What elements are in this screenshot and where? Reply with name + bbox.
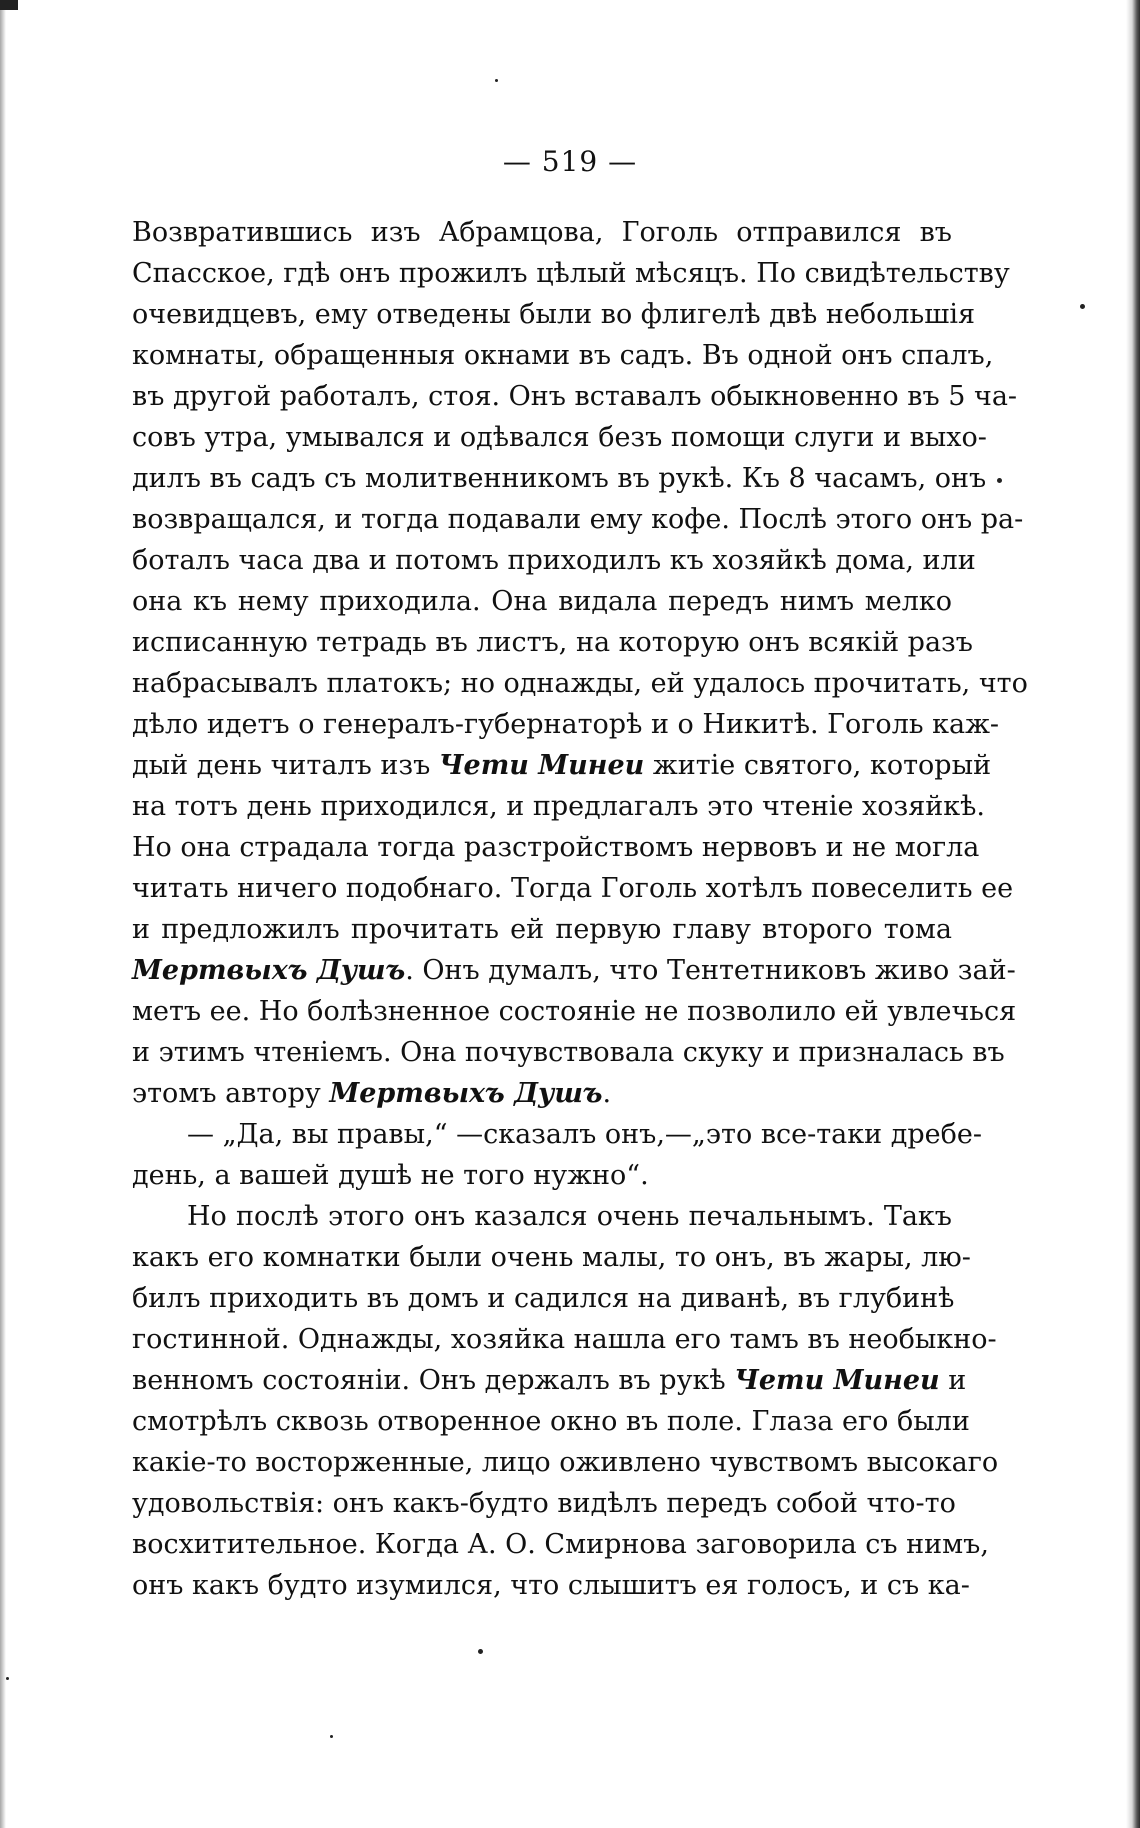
text-segment: удовольствія: онъ какъ-будто видѣлъ передъ собой что-то [132,1488,956,1519]
text-segment: Но она страдала тогда разстройствомъ нервовъ и не могла [132,832,980,863]
text-segment: билъ приходить въ домъ и садился на диванѣ, въ глубинѣ [132,1283,955,1314]
text-segment: набрасывалъ платокъ; но однажды, ей удалось прочитать, что [132,668,1028,699]
text-segment: Спасское, гдѣ онъ прожилъ цѣлый мѣсяцъ. По свидѣтельству [132,258,1010,289]
text-line [132,499,1024,540]
text-line [132,1155,952,1196]
text-line [132,950,1016,991]
text-segment: житіе святого, который [644,750,992,781]
text-line [132,1032,1005,1073]
text-segment: какъ его комнатки были очень малы, то онъ, въ жары, лю- [132,1242,971,1273]
text-segment: дѣло идетъ о генералъ-губернаторѣ и о Никитѣ. Гоголь каж- [132,709,1000,740]
text-segment: онъ какъ будто изумился, что слышитъ ея голосъ, и съ ка- [132,1570,970,1601]
text-segment: она къ нему приходила. Она видала передъ нимъ мелко [132,586,952,617]
ink-speck [997,478,1002,483]
text-segment: гостинной. Однажды, хозяйка нашла его тамъ въ необыкно- [132,1324,997,1355]
text-line [132,991,1017,1032]
ink-speck [6,1677,9,1680]
text-segment: и предложилъ прочитать ей первую главу второго тома [132,914,952,945]
text-line [132,786,985,827]
book-title-italic: Мертвыхъ Душъ [132,955,406,986]
ink-speck [1080,304,1085,309]
text-segment: метъ ее. Но болѣзненное состояніе не позволило ей увлечься [132,996,1017,1027]
text-line [132,458,987,499]
text-segment: въ другой работалъ, стоя. Онъ вставалъ обыкновенно въ 5 ча- [132,381,1018,412]
page-left-edge [0,0,6,1828]
text-segment: восхитительное. Когда А. О. Смирнова заговорила съ нимъ, [132,1529,989,1560]
book-title-italic: Мертвыхъ Душъ [329,1078,603,1109]
page-right-edge [1126,0,1140,1828]
ink-speck [495,79,498,82]
text-line [132,1073,952,1114]
ink-speck [478,1649,483,1654]
text-line [132,417,987,458]
text-segment: Но послѣ этого онъ казался очень печальнымъ. Такъ [187,1201,952,1232]
text-line [132,1196,952,1237]
text-line [132,909,952,950]
text-segment: исписанную тетрадь въ листъ, на которую онъ всякій разъ [132,627,973,658]
text-segment: . [602,1078,612,1109]
text-segment: дилъ въ садъ съ молитвенникомъ въ рукѣ. Къ 8 часамъ, онъ [132,463,987,494]
text-line [132,335,994,376]
text-segment: Возвратившись изъ Абрамцова, Гоголь отправился въ [132,217,952,248]
text-segment: на тотъ день приходился, и предлагалъ это чтеніе хозяйкѣ. [132,791,985,822]
text-line [132,376,1018,417]
text-segment: и этимъ чтеніемъ. Она почувствовала скуку и призналась въ [132,1037,1005,1068]
book-title-italic: Чети Минеи [438,750,645,781]
text-line [132,1565,970,1606]
text-segment: венномъ состояніи. Онъ держалъ въ рукѣ [132,1365,735,1396]
text-segment: — „Да, вы правы,“ —сказалъ онъ,—„это все-таки дребе- [187,1119,982,1150]
ink-speck [330,1735,333,1738]
text-line [132,1524,989,1565]
text-segment: дый день читалъ изъ [132,750,439,781]
text-segment: очевидцевъ, ему отведены были во флигелѣ двѣ небольшія [132,299,976,330]
text-segment: возвращался, и тогда подавали ему кофе. Послѣ этого онъ ра- [132,504,1024,535]
text-line [132,868,1014,909]
text-line [132,827,980,868]
text-line [132,253,1010,294]
body-text [132,212,1028,1606]
text-line [132,540,976,581]
text-segment: боталъ часа два и потомъ приходилъ къ хозяйкѣ дома, или [132,545,976,576]
text-segment: и [939,1365,967,1396]
text-segment: этомъ автору [132,1078,330,1109]
text-line [132,1319,997,1360]
text-line [132,622,973,663]
text-segment: какіе-то восторженные, лицо оживлено чувствомъ высокаго [132,1447,999,1478]
text-line [132,1401,970,1442]
text-line [132,663,1028,704]
text-line [132,1114,982,1155]
text-segment: смотрѣлъ сквозь отворенное окно въ поле. Глаза его были [132,1406,970,1437]
text-line [132,212,952,253]
text-line [132,581,952,622]
text-line [132,1237,971,1278]
text-line [132,1278,955,1319]
text-segment: комнаты, обращенныя окнами въ садъ. Въ одной онъ спалъ, [132,340,994,371]
book-title-italic: Чети Минеи [734,1365,940,1396]
text-segment: читать ничего подобнаго. Тогда Гоголь хотѣлъ повеселить ее [132,873,1014,904]
text-line [132,1442,999,1483]
text-segment: день, а вашей душѣ не того нужно“. [132,1160,649,1191]
text-segment: . Онъ думалъ, что Тентетниковъ живо зай- [405,955,1016,986]
text-line [132,1360,967,1401]
text-line [132,704,1000,745]
text-segment: совъ утра, умывался и одѣвался безъ помощи слуги и выхо- [132,422,987,453]
text-line [132,745,992,786]
scan-corner-mark [0,0,18,10]
text-line [132,294,976,335]
page-number: — 519 — [502,145,638,178]
text-line [132,1483,956,1524]
